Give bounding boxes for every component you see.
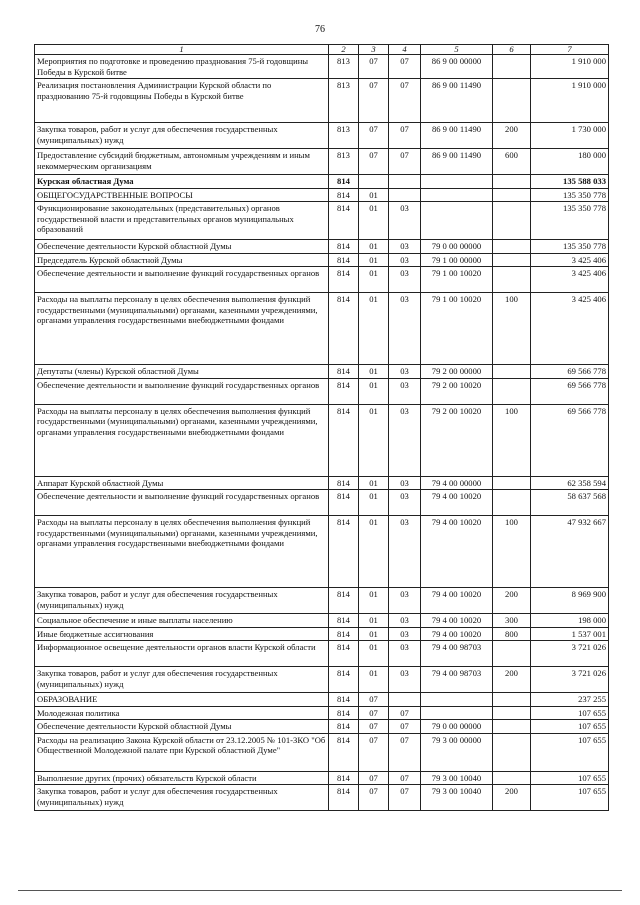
row-name-cell: Реализация постановления Администрации Курской области по празднованию 75-й годовщины Победы в Курской битве — [35, 79, 329, 123]
table-row — [35, 378, 609, 404]
row-section-cell: 01 — [359, 293, 389, 365]
table-row — [35, 253, 609, 267]
row-name-cell: Предоставление субсидий бюджетным, автономным учреждениям и иным некоммерческим организациям — [35, 149, 329, 175]
row-section-cell: 01 — [359, 516, 389, 588]
row-expense-type-cell — [493, 240, 531, 254]
row-subsection-cell: 03 — [389, 253, 421, 267]
row-grbs-cell: 814 — [329, 253, 359, 267]
row-target-article-cell: 79 2 00 00000 — [421, 365, 493, 379]
row-subsection-cell: 03 — [389, 516, 421, 588]
row-amount-cell: 237 255 — [531, 693, 609, 707]
row-section-cell: 07 — [359, 55, 389, 79]
row-name-cell: Молодежная политика — [35, 706, 329, 720]
row-amount-cell: 69 566 778 — [531, 365, 609, 379]
table-header-row — [35, 45, 609, 55]
row-section-cell: 01 — [359, 240, 389, 254]
row-amount-cell: 107 655 — [531, 785, 609, 811]
row-subsection-cell: 03 — [389, 240, 421, 254]
row-expense-type-cell — [493, 490, 531, 516]
row-section-cell: 01 — [359, 476, 389, 490]
table-row — [35, 588, 609, 614]
header-cell: 2 — [329, 45, 359, 55]
table-row — [35, 175, 609, 189]
row-name-cell: Обеспечение деятельности Курской областной Думы — [35, 240, 329, 254]
row-name-cell: Депутаты (члены) Курской областной Думы — [35, 365, 329, 379]
row-grbs-cell: 814 — [329, 175, 359, 189]
row-target-article-cell: 79 1 00 00000 — [421, 253, 493, 267]
row-subsection-cell: 07 — [389, 720, 421, 734]
row-amount-cell: 8 969 900 — [531, 588, 609, 614]
row-name-cell: Мероприятия по подготовке и проведению празднования 75-й годовщины Победы в Курской битве — [35, 55, 329, 79]
row-section-cell: 07 — [359, 720, 389, 734]
row-expense-type-cell — [493, 79, 531, 123]
row-expense-type-cell: 200 — [493, 588, 531, 614]
row-expense-type-cell: 200 — [493, 123, 531, 149]
table-row — [35, 202, 609, 240]
row-section-cell: 07 — [359, 79, 389, 123]
row-section-cell: 01 — [359, 627, 389, 641]
row-section-cell: 07 — [359, 693, 389, 707]
row-grbs-cell: 814 — [329, 733, 359, 771]
row-expense-type-cell — [493, 175, 531, 189]
row-target-article-cell: 79 2 00 10020 — [421, 378, 493, 404]
row-amount-cell: 3 721 026 — [531, 641, 609, 667]
row-name-cell: Закупка товаров, работ и услуг для обеспечения государственных (муниципальных) нужд — [35, 785, 329, 811]
row-grbs-cell: 814 — [329, 771, 359, 785]
row-target-article-cell: 79 0 00 00000 — [421, 240, 493, 254]
row-grbs-cell: 813 — [329, 149, 359, 175]
row-subsection-cell: 07 — [389, 55, 421, 79]
row-expense-type-cell — [493, 771, 531, 785]
row-subsection-cell: 03 — [389, 202, 421, 240]
row-section-cell: 07 — [359, 706, 389, 720]
row-target-article-cell: 79 4 00 10020 — [421, 588, 493, 614]
table-row — [35, 785, 609, 811]
row-section-cell: 01 — [359, 253, 389, 267]
row-target-article-cell — [421, 693, 493, 707]
row-amount-cell: 198 000 — [531, 614, 609, 628]
row-expense-type-cell — [493, 641, 531, 667]
row-grbs-cell: 814 — [329, 706, 359, 720]
row-grbs-cell: 814 — [329, 667, 359, 693]
row-amount-cell: 69 566 778 — [531, 404, 609, 476]
row-subsection-cell: 03 — [389, 627, 421, 641]
row-name-cell: Функционирование законодательных (представительных) органов государственной власти и представительных органов муниципальных образований — [35, 202, 329, 240]
row-name-cell: Курская областная Дума — [35, 175, 329, 189]
row-amount-cell: 135 588 033 — [531, 175, 609, 189]
row-name-cell: Закупка товаров, работ и услуг для обеспечения государственных (муниципальных) нужд — [35, 123, 329, 149]
row-section-cell: 01 — [359, 378, 389, 404]
row-name-cell: Аппарат Курской областной Думы — [35, 476, 329, 490]
row-subsection-cell: 03 — [389, 378, 421, 404]
row-target-article-cell — [421, 175, 493, 189]
row-expense-type-cell — [493, 267, 531, 293]
row-amount-cell: 1 910 000 — [531, 79, 609, 123]
row-target-article-cell — [421, 188, 493, 202]
row-name-cell: Расходы на выплаты персоналу в целях обеспечения выполнения функций государственными (муниципальными) органами, казенными учреждениями, органами управления государственными внебюджетными фондами — [35, 516, 329, 588]
row-section-cell: 07 — [359, 149, 389, 175]
table-row — [35, 240, 609, 254]
table-row — [35, 641, 609, 667]
table-row — [35, 627, 609, 641]
row-name-cell: Закупка товаров, работ и услуг для обеспечения государственных (муниципальных) нужд — [35, 588, 329, 614]
row-grbs-cell: 814 — [329, 516, 359, 588]
row-amount-cell: 107 655 — [531, 733, 609, 771]
header-cell: 1 — [35, 45, 329, 55]
page-number: 76 — [315, 24, 325, 35]
row-section-cell: 01 — [359, 641, 389, 667]
row-expense-type-cell: 200 — [493, 785, 531, 811]
row-subsection-cell: 07 — [389, 771, 421, 785]
row-name-cell: Закупка товаров, работ и услуг для обеспечения государственных (муниципальных) нужд — [35, 667, 329, 693]
bottom-rule — [18, 890, 622, 891]
table-row — [35, 693, 609, 707]
table-row — [35, 404, 609, 476]
row-grbs-cell: 813 — [329, 55, 359, 79]
row-grbs-cell: 814 — [329, 240, 359, 254]
row-section-cell: 01 — [359, 667, 389, 693]
row-section-cell: 01 — [359, 202, 389, 240]
row-expense-type-cell: 100 — [493, 516, 531, 588]
row-subsection-cell: 07 — [389, 149, 421, 175]
row-name-cell: Обеспечение деятельности и выполнение функций государственных органов — [35, 378, 329, 404]
row-amount-cell: 58 637 568 — [531, 490, 609, 516]
row-subsection-cell — [389, 175, 421, 189]
row-amount-cell: 1 910 000 — [531, 55, 609, 79]
row-expense-type-cell — [493, 365, 531, 379]
row-grbs-cell: 814 — [329, 693, 359, 707]
row-amount-cell: 3 425 406 — [531, 267, 609, 293]
table-row — [35, 490, 609, 516]
row-name-cell: Иные бюджетные ассигнования — [35, 627, 329, 641]
row-grbs-cell: 814 — [329, 614, 359, 628]
table-row — [35, 516, 609, 588]
row-subsection-cell: 03 — [389, 476, 421, 490]
header-cell: 4 — [389, 45, 421, 55]
row-section-cell: 01 — [359, 614, 389, 628]
row-amount-cell: 69 566 778 — [531, 378, 609, 404]
table-row — [35, 79, 609, 123]
row-subsection-cell: 03 — [389, 365, 421, 379]
row-amount-cell: 1 730 000 — [531, 123, 609, 149]
row-subsection-cell: 07 — [389, 785, 421, 811]
row-amount-cell: 180 000 — [531, 149, 609, 175]
row-subsection-cell: 03 — [389, 588, 421, 614]
row-section-cell: 01 — [359, 267, 389, 293]
row-target-article-cell — [421, 706, 493, 720]
header-cell: 5 — [421, 45, 493, 55]
row-expense-type-cell: 200 — [493, 667, 531, 693]
row-target-article-cell: 86 9 00 11490 — [421, 149, 493, 175]
header-cell: 3 — [359, 45, 389, 55]
row-amount-cell: 135 350 778 — [531, 240, 609, 254]
row-section-cell: 07 — [359, 771, 389, 785]
row-expense-type-cell — [493, 720, 531, 734]
row-amount-cell: 1 537 001 — [531, 627, 609, 641]
row-grbs-cell: 814 — [329, 490, 359, 516]
table-row — [35, 365, 609, 379]
row-grbs-cell: 814 — [329, 785, 359, 811]
row-expense-type-cell — [493, 733, 531, 771]
row-name-cell: Расходы на реализацию Закона Курской области от 23.12.2005 № 101-ЗКО "Об Общественной Молодежной палате при Курской областной Думе" — [35, 733, 329, 771]
row-subsection-cell: 07 — [389, 123, 421, 149]
row-subsection-cell — [389, 693, 421, 707]
row-expense-type-cell: 100 — [493, 293, 531, 365]
row-target-article-cell: 79 4 00 98703 — [421, 641, 493, 667]
table-row — [35, 293, 609, 365]
row-grbs-cell: 814 — [329, 720, 359, 734]
row-grbs-cell: 814 — [329, 267, 359, 293]
row-grbs-cell: 814 — [329, 404, 359, 476]
row-target-article-cell: 79 1 00 10020 — [421, 293, 493, 365]
table-row — [35, 476, 609, 490]
row-name-cell: ОБРАЗОВАНИЕ — [35, 693, 329, 707]
row-expense-type-cell — [493, 693, 531, 707]
row-section-cell: 01 — [359, 588, 389, 614]
row-amount-cell: 135 350 778 — [531, 202, 609, 240]
row-amount-cell: 47 932 667 — [531, 516, 609, 588]
row-amount-cell: 107 655 — [531, 706, 609, 720]
row-subsection-cell: 07 — [389, 733, 421, 771]
row-name-cell: Обеспечение деятельности Курской областной Думы — [35, 720, 329, 734]
row-grbs-cell: 814 — [329, 378, 359, 404]
table-row — [35, 267, 609, 293]
row-subsection-cell: 03 — [389, 667, 421, 693]
row-section-cell: 01 — [359, 490, 389, 516]
row-subsection-cell: 03 — [389, 614, 421, 628]
table-row — [35, 188, 609, 202]
row-expense-type-cell: 100 — [493, 404, 531, 476]
row-subsection-cell: 03 — [389, 404, 421, 476]
row-amount-cell: 107 655 — [531, 720, 609, 734]
row-section-cell: 07 — [359, 733, 389, 771]
row-amount-cell: 107 655 — [531, 771, 609, 785]
row-target-article-cell: 79 4 00 10020 — [421, 516, 493, 588]
row-name-cell: Расходы на выплаты персоналу в целях обеспечения выполнения функций государственными (муниципальными) органами, казенными учреждениями, органами управления государственными внебюджетными фондами — [35, 404, 329, 476]
row-name-cell: Информационное освещение деятельности органов власти Курской области — [35, 641, 329, 667]
table-row — [35, 123, 609, 149]
row-amount-cell: 3 721 026 — [531, 667, 609, 693]
row-target-article-cell: 79 4 00 00000 — [421, 476, 493, 490]
row-name-cell: Социальное обеспечение и иные выплаты населению — [35, 614, 329, 628]
row-target-article-cell: 79 4 00 10020 — [421, 490, 493, 516]
row-expense-type-cell — [493, 378, 531, 404]
row-subsection-cell: 03 — [389, 267, 421, 293]
table-row — [35, 771, 609, 785]
row-section-cell: 01 — [359, 404, 389, 476]
table-row — [35, 733, 609, 771]
row-name-cell: Обеспечение деятельности и выполнение функций государственных органов — [35, 267, 329, 293]
row-subsection-cell — [389, 188, 421, 202]
budget-table — [34, 44, 609, 811]
row-expense-type-cell: 300 — [493, 614, 531, 628]
row-expense-type-cell — [493, 253, 531, 267]
row-amount-cell: 3 425 406 — [531, 253, 609, 267]
row-grbs-cell: 814 — [329, 293, 359, 365]
row-target-article-cell: 79 3 00 10040 — [421, 785, 493, 811]
row-target-article-cell: 86 9 00 00000 — [421, 55, 493, 79]
table-row — [35, 720, 609, 734]
row-target-article-cell: 86 9 00 11490 — [421, 79, 493, 123]
table-row — [35, 55, 609, 79]
row-target-article-cell: 79 1 00 10020 — [421, 267, 493, 293]
row-expense-type-cell — [493, 202, 531, 240]
row-amount-cell: 135 350 778 — [531, 188, 609, 202]
row-grbs-cell: 814 — [329, 365, 359, 379]
row-amount-cell: 62 358 594 — [531, 476, 609, 490]
row-name-cell: Выполнение других (прочих) обязательств Курской области — [35, 771, 329, 785]
row-target-article-cell: 79 0 00 00000 — [421, 720, 493, 734]
row-expense-type-cell — [493, 188, 531, 202]
row-target-article-cell: 79 2 00 10020 — [421, 404, 493, 476]
header-cell: 6 — [493, 45, 531, 55]
row-name-cell: ОБЩЕГОСУДАРСТВЕННЫЕ ВОПРОСЫ — [35, 188, 329, 202]
row-grbs-cell: 813 — [329, 79, 359, 123]
row-target-article-cell — [421, 202, 493, 240]
row-grbs-cell: 814 — [329, 476, 359, 490]
row-target-article-cell: 79 3 00 10040 — [421, 771, 493, 785]
row-target-article-cell: 79 3 00 00000 — [421, 733, 493, 771]
row-section-cell: 01 — [359, 365, 389, 379]
row-subsection-cell: 07 — [389, 79, 421, 123]
row-grbs-cell: 814 — [329, 627, 359, 641]
row-subsection-cell: 03 — [389, 293, 421, 365]
row-expense-type-cell — [493, 706, 531, 720]
row-subsection-cell: 03 — [389, 641, 421, 667]
table-row — [35, 706, 609, 720]
row-grbs-cell: 814 — [329, 202, 359, 240]
row-section-cell — [359, 175, 389, 189]
row-name-cell: Председатель Курской областной Думы — [35, 253, 329, 267]
row-section-cell: 07 — [359, 785, 389, 811]
row-name-cell: Обеспечение деятельности и выполнение функций государственных органов — [35, 490, 329, 516]
table-row — [35, 614, 609, 628]
row-expense-type-cell — [493, 476, 531, 490]
row-target-article-cell: 79 4 00 10020 — [421, 614, 493, 628]
row-subsection-cell: 03 — [389, 490, 421, 516]
row-grbs-cell: 813 — [329, 123, 359, 149]
row-grbs-cell: 814 — [329, 188, 359, 202]
row-grbs-cell: 814 — [329, 588, 359, 614]
table-row — [35, 667, 609, 693]
row-target-article-cell: 79 4 00 10020 — [421, 627, 493, 641]
row-section-cell: 01 — [359, 188, 389, 202]
row-subsection-cell: 07 — [389, 706, 421, 720]
row-section-cell: 07 — [359, 123, 389, 149]
row-expense-type-cell: 600 — [493, 149, 531, 175]
row-grbs-cell: 814 — [329, 641, 359, 667]
row-name-cell: Расходы на выплаты персоналу в целях обеспечения выполнения функций государственными (муниципальными) органами, казенными учреждениями, органами управления государственными внебюджетными фондами — [35, 293, 329, 365]
row-expense-type-cell: 800 — [493, 627, 531, 641]
row-target-article-cell: 79 4 00 98703 — [421, 667, 493, 693]
row-target-article-cell: 86 9 00 11490 — [421, 123, 493, 149]
row-expense-type-cell — [493, 55, 531, 79]
table-row — [35, 149, 609, 175]
row-amount-cell: 3 425 406 — [531, 293, 609, 365]
header-cell: 7 — [531, 45, 609, 55]
